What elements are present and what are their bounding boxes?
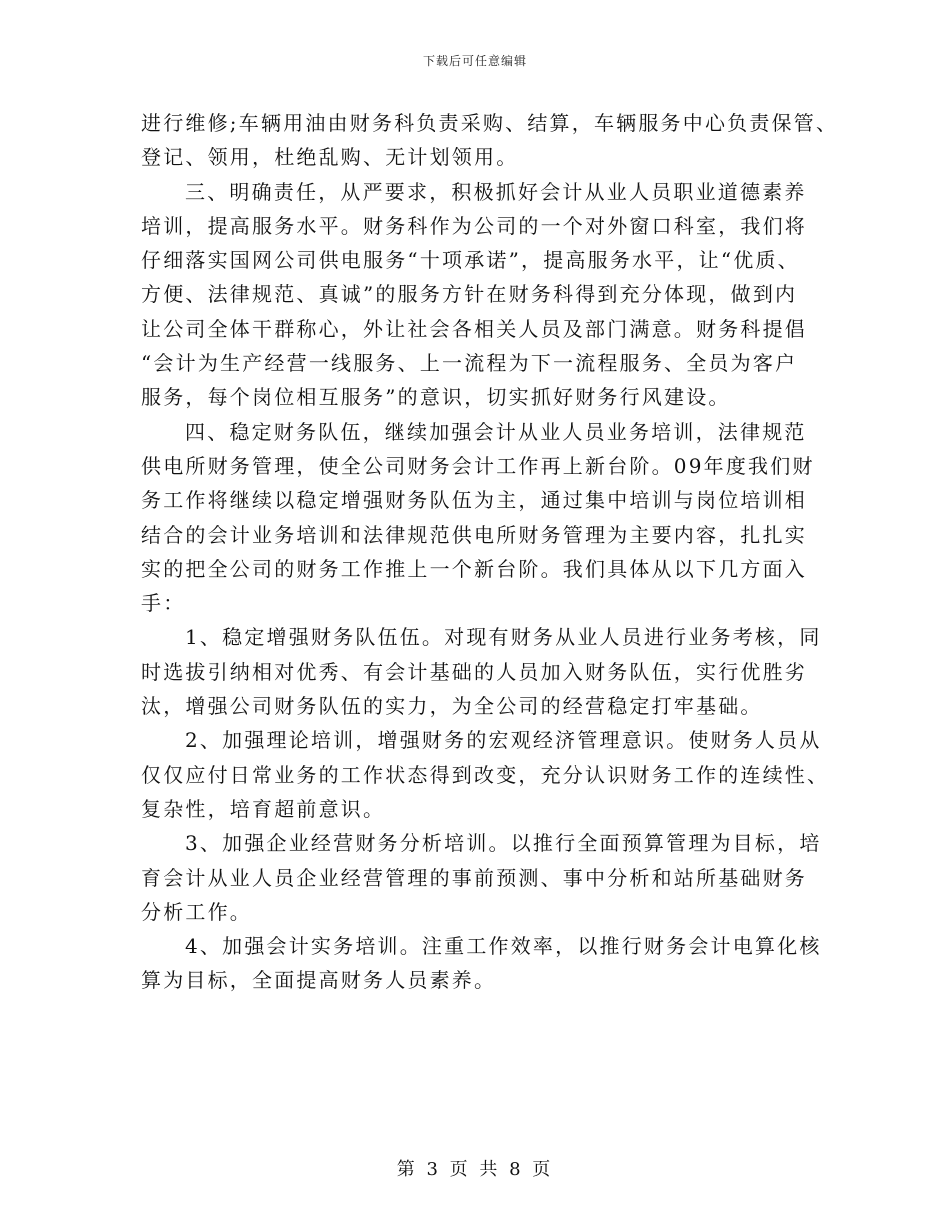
text-line: 分析工作。: [141, 899, 252, 924]
page-header: 下载后可任意编辑: [422, 54, 527, 68]
text-line: 复杂性，培育超前意识。: [141, 796, 386, 821]
text-line: 时选拔引纳相对优秀、有会计基础的人员加入财务队伍，实行优胜劣: [141, 659, 807, 684]
text-line: 进行维修;车辆用油由财务科负责采购、结算，车辆服务中心负责保管、: [141, 111, 839, 135]
text-line: 仅仅应付日常业务的工作状态得到改变，充分认识财务工作的连续性、: [141, 762, 830, 787]
text-line: 方便、法律规范、真诚”的服务方针在财务科得到充分体现，做到内: [141, 282, 798, 307]
text-line: 实的把全公司的财务工作推上一个新台阶。我们具体从以下几方面入: [141, 556, 807, 581]
text-line: 育会计从业人员企业经营管理的事前预测、事中分析和站所基础财务: [141, 865, 807, 890]
text-line: 登记、领用，杜绝乱购、无计划领用。: [141, 145, 519, 170]
text-line: 服务，每个岗位相互服务”的意识，切实抓好财务行风建设。: [141, 385, 731, 410]
text-line: 务工作将继续以稳定增强财务队伍为主，通过集中培训与岗位培训相: [141, 488, 807, 513]
text-line: 仔细落实国网公司供电服务“十项承诺”，提高服务水平，让“优质、: [141, 248, 800, 273]
text-line: 让公司全体干群称心，外让社会各相关人员及部门满意。财务科提倡: [141, 316, 807, 341]
document-body: [141, 106, 839, 998]
text-line: “会计为生产经营一线服务、上一流程为下一流程服务、全员为客户: [141, 351, 798, 376]
text-line: 培训，提高服务水平。财务科作为公司的一个对外窗口科室，我们将: [141, 213, 807, 238]
text-line: 供电所财务管理，使全公司财务会计工作再上新台阶。09年度我们财: [141, 453, 815, 478]
text-line: 1、稳定增强财务队伍伍。对现有财务从业人员进行业务考核，同: [185, 625, 822, 650]
text-line: 手：: [141, 591, 186, 616]
text-line: 结合的会计业务培训和法律规范供电所财务管理为主要内容，扎扎实: [141, 522, 807, 547]
text-line: 4、加强会计实务培训。注重工作效率，以推行财务会计电算化核: [185, 934, 822, 959]
text-line: 3、加强企业经营财务分析培训。以推行全面预算管理为目标，培: [185, 831, 822, 856]
text-line: 三、明确责任，从严要求，积极抓好会计从业人员职业道德素养: [185, 179, 807, 204]
page-footer: 第 3 页 共 8 页: [396, 1159, 554, 1180]
text-line: 算为目标，全面提高财务人员素养。: [141, 968, 497, 993]
text-line: 四、稳定财务队伍，继续加强会计从业人员业务培训，法律规范: [185, 419, 807, 444]
text-line: 2、加强理论培训，增强财务的宏观经济管理意识。使财务人员从: [185, 728, 822, 753]
text-line: 汰，增强公司财务队伍的实力，为全公司的经营稳定打牢基础。: [141, 694, 763, 719]
